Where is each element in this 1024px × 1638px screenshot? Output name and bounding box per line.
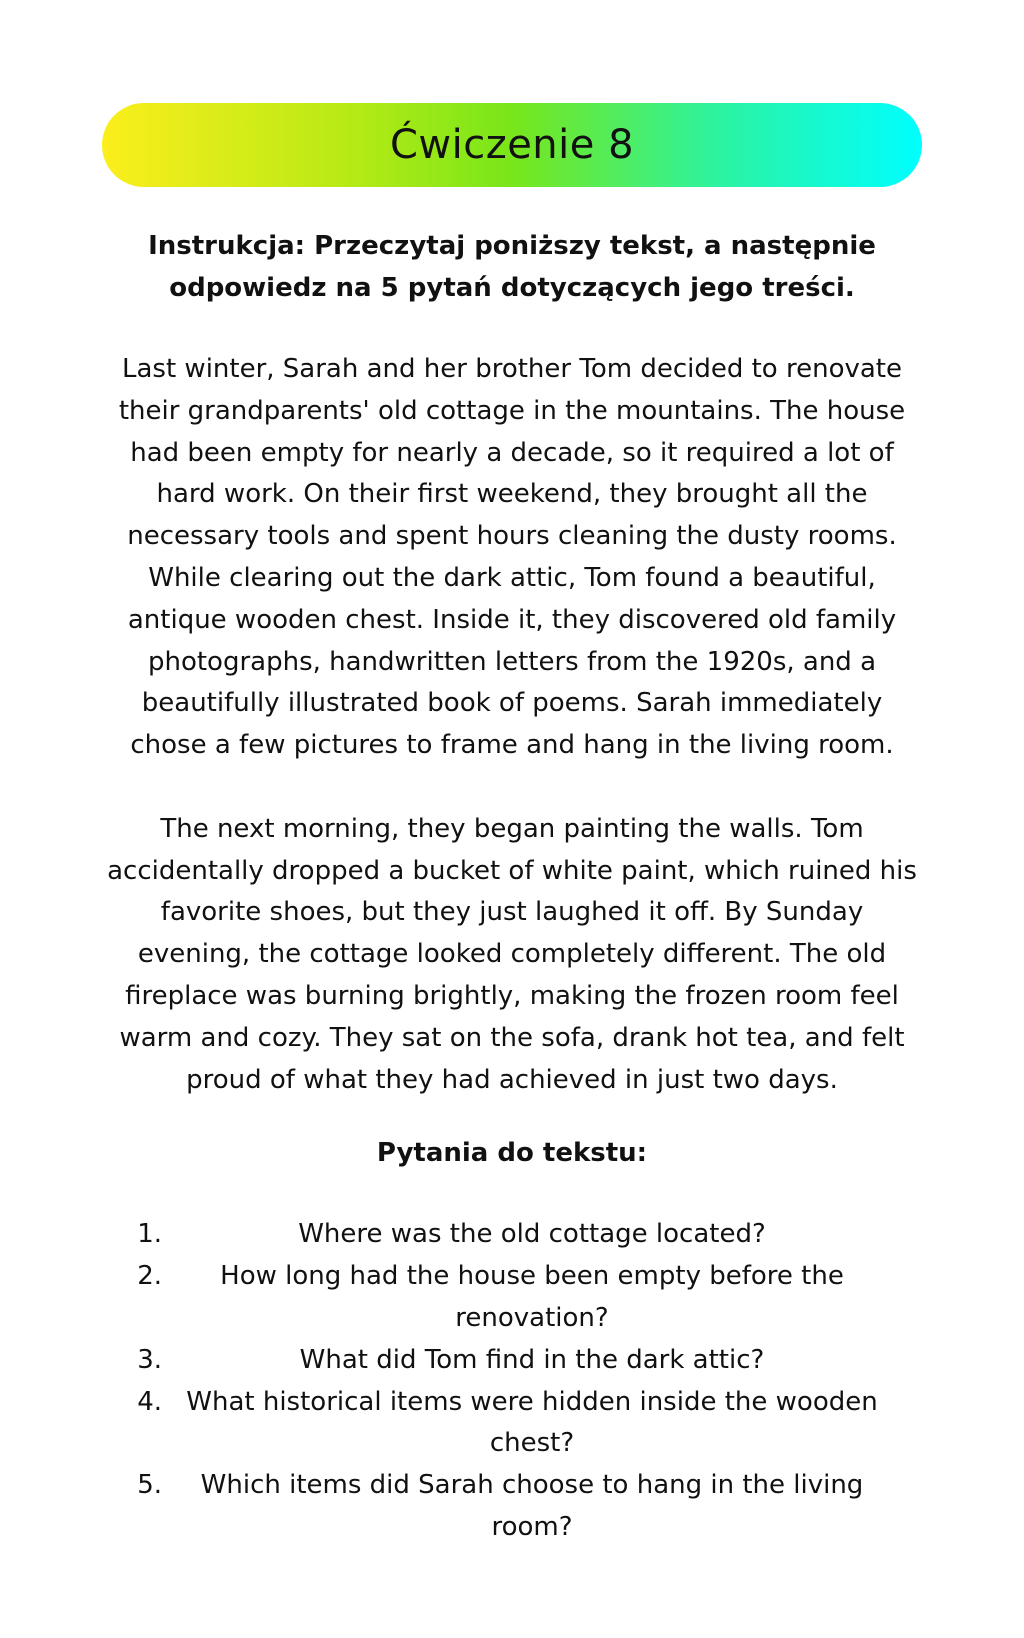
question-number: 3. xyxy=(137,1344,162,1375)
questions-heading: Pytania do tekstu: xyxy=(376,1138,648,1169)
question-text: What historical items were hidden inside the wooden chest? xyxy=(186,1386,878,1459)
paragraph-spacer xyxy=(102,767,922,809)
page-title: Ćwiczenie 8 xyxy=(389,122,635,168)
instruction-text: Instrukcja: Przeczytaj poniższy tekst, a następnie odpowiedz na 5 pytań dotyczących jego treści. xyxy=(148,231,876,303)
story-paragraph-1: Last winter, Sarah and her brother Tom decided to renovate their grandparents' old cottage in the mountains. The house had been empty for nearly a decade, so it required a lot of hard work. On their first weekend, they brought all the necessary tools and spent hours cleaning the dusty rooms. xyxy=(118,354,906,552)
question-text: How long had the house been empty before the renovation? xyxy=(220,1261,844,1333)
title-banner xyxy=(102,103,922,187)
question-text: Where was the old cottage located? xyxy=(298,1219,766,1250)
question-number: 1. xyxy=(137,1219,162,1250)
worksheet-content xyxy=(102,225,922,1549)
story-paragraph-3: The next morning, they began painting the walls. Tom accidentally dropped a bucket of white paint, which ruined his favorite shoes, but they just laughed it off. By Sunday evening, the cottage looked completely different. The old fireplace was burning brightly, making the frozen room feel warm and cozy. They sat on the sofa, drank hot tea, and felt proud of what they had achieved in just two days. xyxy=(107,813,917,1095)
question-text: Which items did Sarah choose to hang in the living room? xyxy=(200,1470,864,1542)
story-paragraph-2: While clearing out the dark attic, Tom found a beautiful, antique wooden chest. Inside it, they discovered old family photographs, handwritten letters from the 1920s, and a beautifully illustrated book of poems. Sarah immediately chose a few pictures to frame and hang in the living room. xyxy=(127,562,897,761)
questions-list xyxy=(102,1214,922,1548)
question-item xyxy=(102,1382,922,1466)
question-number: 5. xyxy=(137,1470,162,1501)
question-item xyxy=(102,1340,922,1382)
question-text: What did Tom find in the dark attic? xyxy=(299,1344,765,1375)
question-number: 2. xyxy=(137,1261,162,1292)
question-item xyxy=(102,1214,922,1256)
question-number: 4. xyxy=(137,1386,162,1417)
question-item xyxy=(102,1465,922,1549)
question-item xyxy=(102,1256,922,1340)
